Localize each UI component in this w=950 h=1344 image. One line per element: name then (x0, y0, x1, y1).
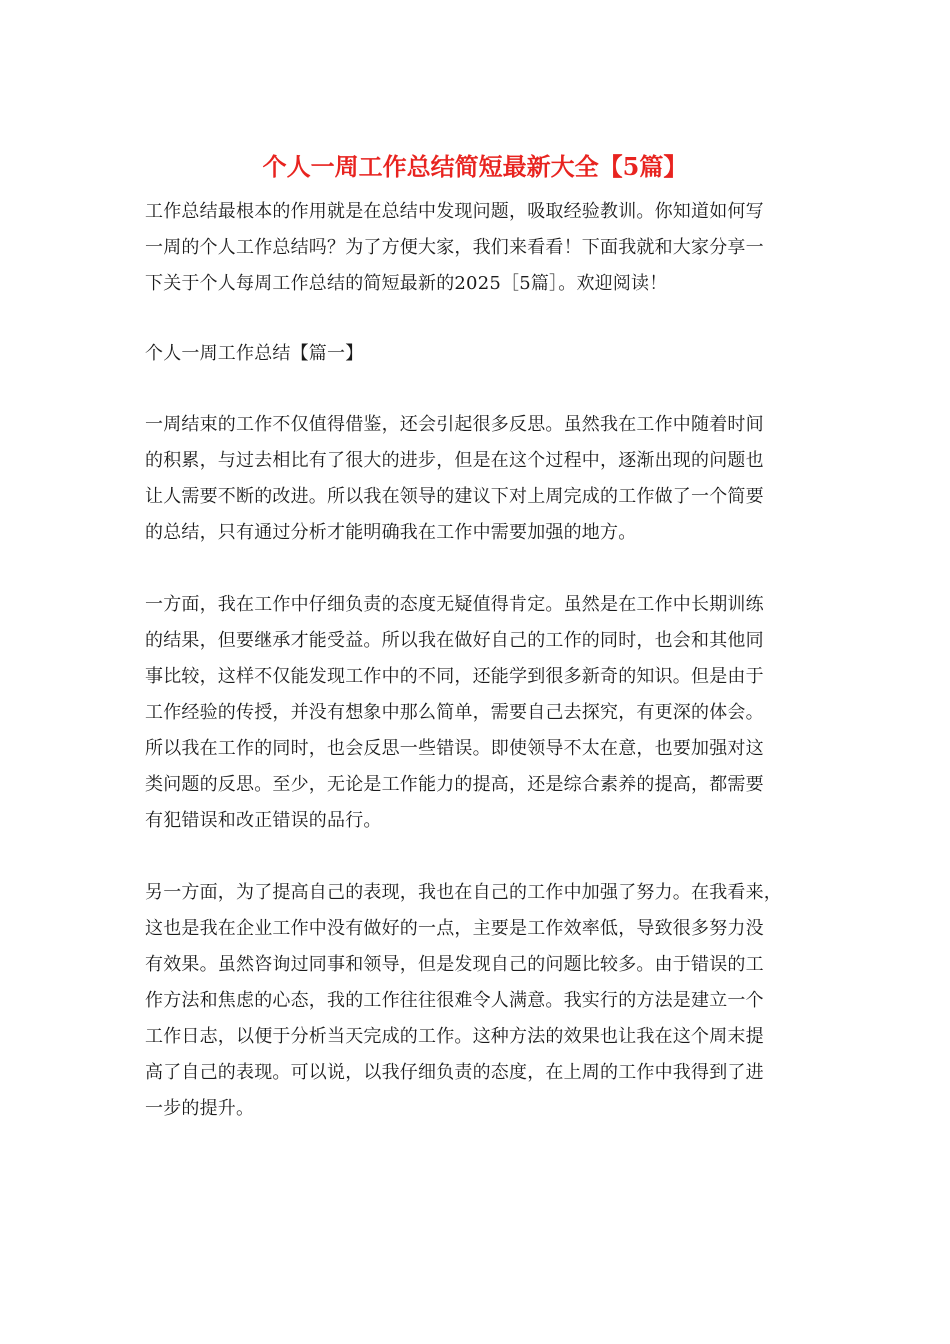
section-heading: 个人一周工作总结【篇一】 (145, 343, 364, 364)
paragraph-2-line-4: 工作经验的传授，并没有想象中那么简单，需要自己去探究，有更深的体会。 (145, 702, 764, 723)
paragraph-2-line-7: 有犯错误和改正错误的品行。 (145, 810, 382, 831)
paragraph-3-line-4: 作方法和焦虑的心态，我的工作往往很难令人满意。我实行的方法是建立一个 (145, 990, 764, 1011)
paragraph-2-line-2: 的结果，但要继承才能受益。所以我在做好自己的工作的同时，也会和其他同 (145, 630, 764, 651)
paragraph-3-line-7: 一步的提升。 (145, 1098, 255, 1119)
paragraph-2-line-5: 所以我在工作的同时，也会反思一些错误。即使领导不太在意，也要加强对这 (145, 738, 764, 759)
paragraph-1-line-2: 的积累，与过去相比有了很大的进步，但是在这个过程中，逐渐出现的问题也 (145, 450, 764, 471)
paragraph-3-line-1: 另一方面，为了提高自己的表现，我也在自己的工作中加强了努力。在我看来， (145, 882, 782, 903)
intro-line-2: 一周的个人工作总结吗？为了方便大家，我们来看看！下面我就和大家分享一 (145, 237, 764, 258)
paragraph-2-line-1: 一方面，我在工作中仔细负责的态度无疑值得肯定。虽然是在工作中长期训练 (145, 594, 764, 615)
document-title: 个人一周工作总结简短最新大全【5篇】 (262, 152, 688, 181)
paragraph-3-line-3: 有效果。虽然咨询过同事和领导，但是发现自己的问题比较多。由于错误的工 (145, 954, 764, 975)
paragraph-3-line-5: 工作日志，以便于分析当天完成的工作。这种方法的效果也让我在这个周末提 (145, 1026, 764, 1047)
intro-line-3: 下关于个人每周工作总结的简短最新的2025［5篇］。欢迎阅读！ (145, 273, 668, 294)
paragraph-1-line-4: 的总结，只有通过分析才能明确我在工作中需要加强的地方。 (145, 522, 637, 543)
paragraph-1-line-1: 一周结束的工作不仅值得借鉴，还会引起很多反思。虽然我在工作中随着时间 (145, 414, 764, 435)
paragraph-2-line-6: 类问题的反思。至少，无论是工作能力的提高，还是综合素养的提高，都需要 (145, 774, 764, 795)
paragraph-3-line-2: 这也是我在企业工作中没有做好的一点，主要是工作效率低，导致很多努力没 (145, 918, 764, 939)
paragraph-3-line-6: 高了自己的表现。可以说，以我仔细负责的态度，在上周的工作中我得到了进 (145, 1062, 764, 1083)
paragraph-2-line-3: 事比较，这样不仅能发现工作中的不同，还能学到很多新奇的知识。但是由于 (145, 666, 764, 687)
intro-line-1: 工作总结最根本的作用就是在总结中发现问题，吸取经验教训。你知道如何写 (145, 201, 764, 222)
paragraph-1-line-3: 让人需要不断的改进。所以我在领导的建议下对上周完成的工作做了一个简要 (145, 486, 764, 507)
